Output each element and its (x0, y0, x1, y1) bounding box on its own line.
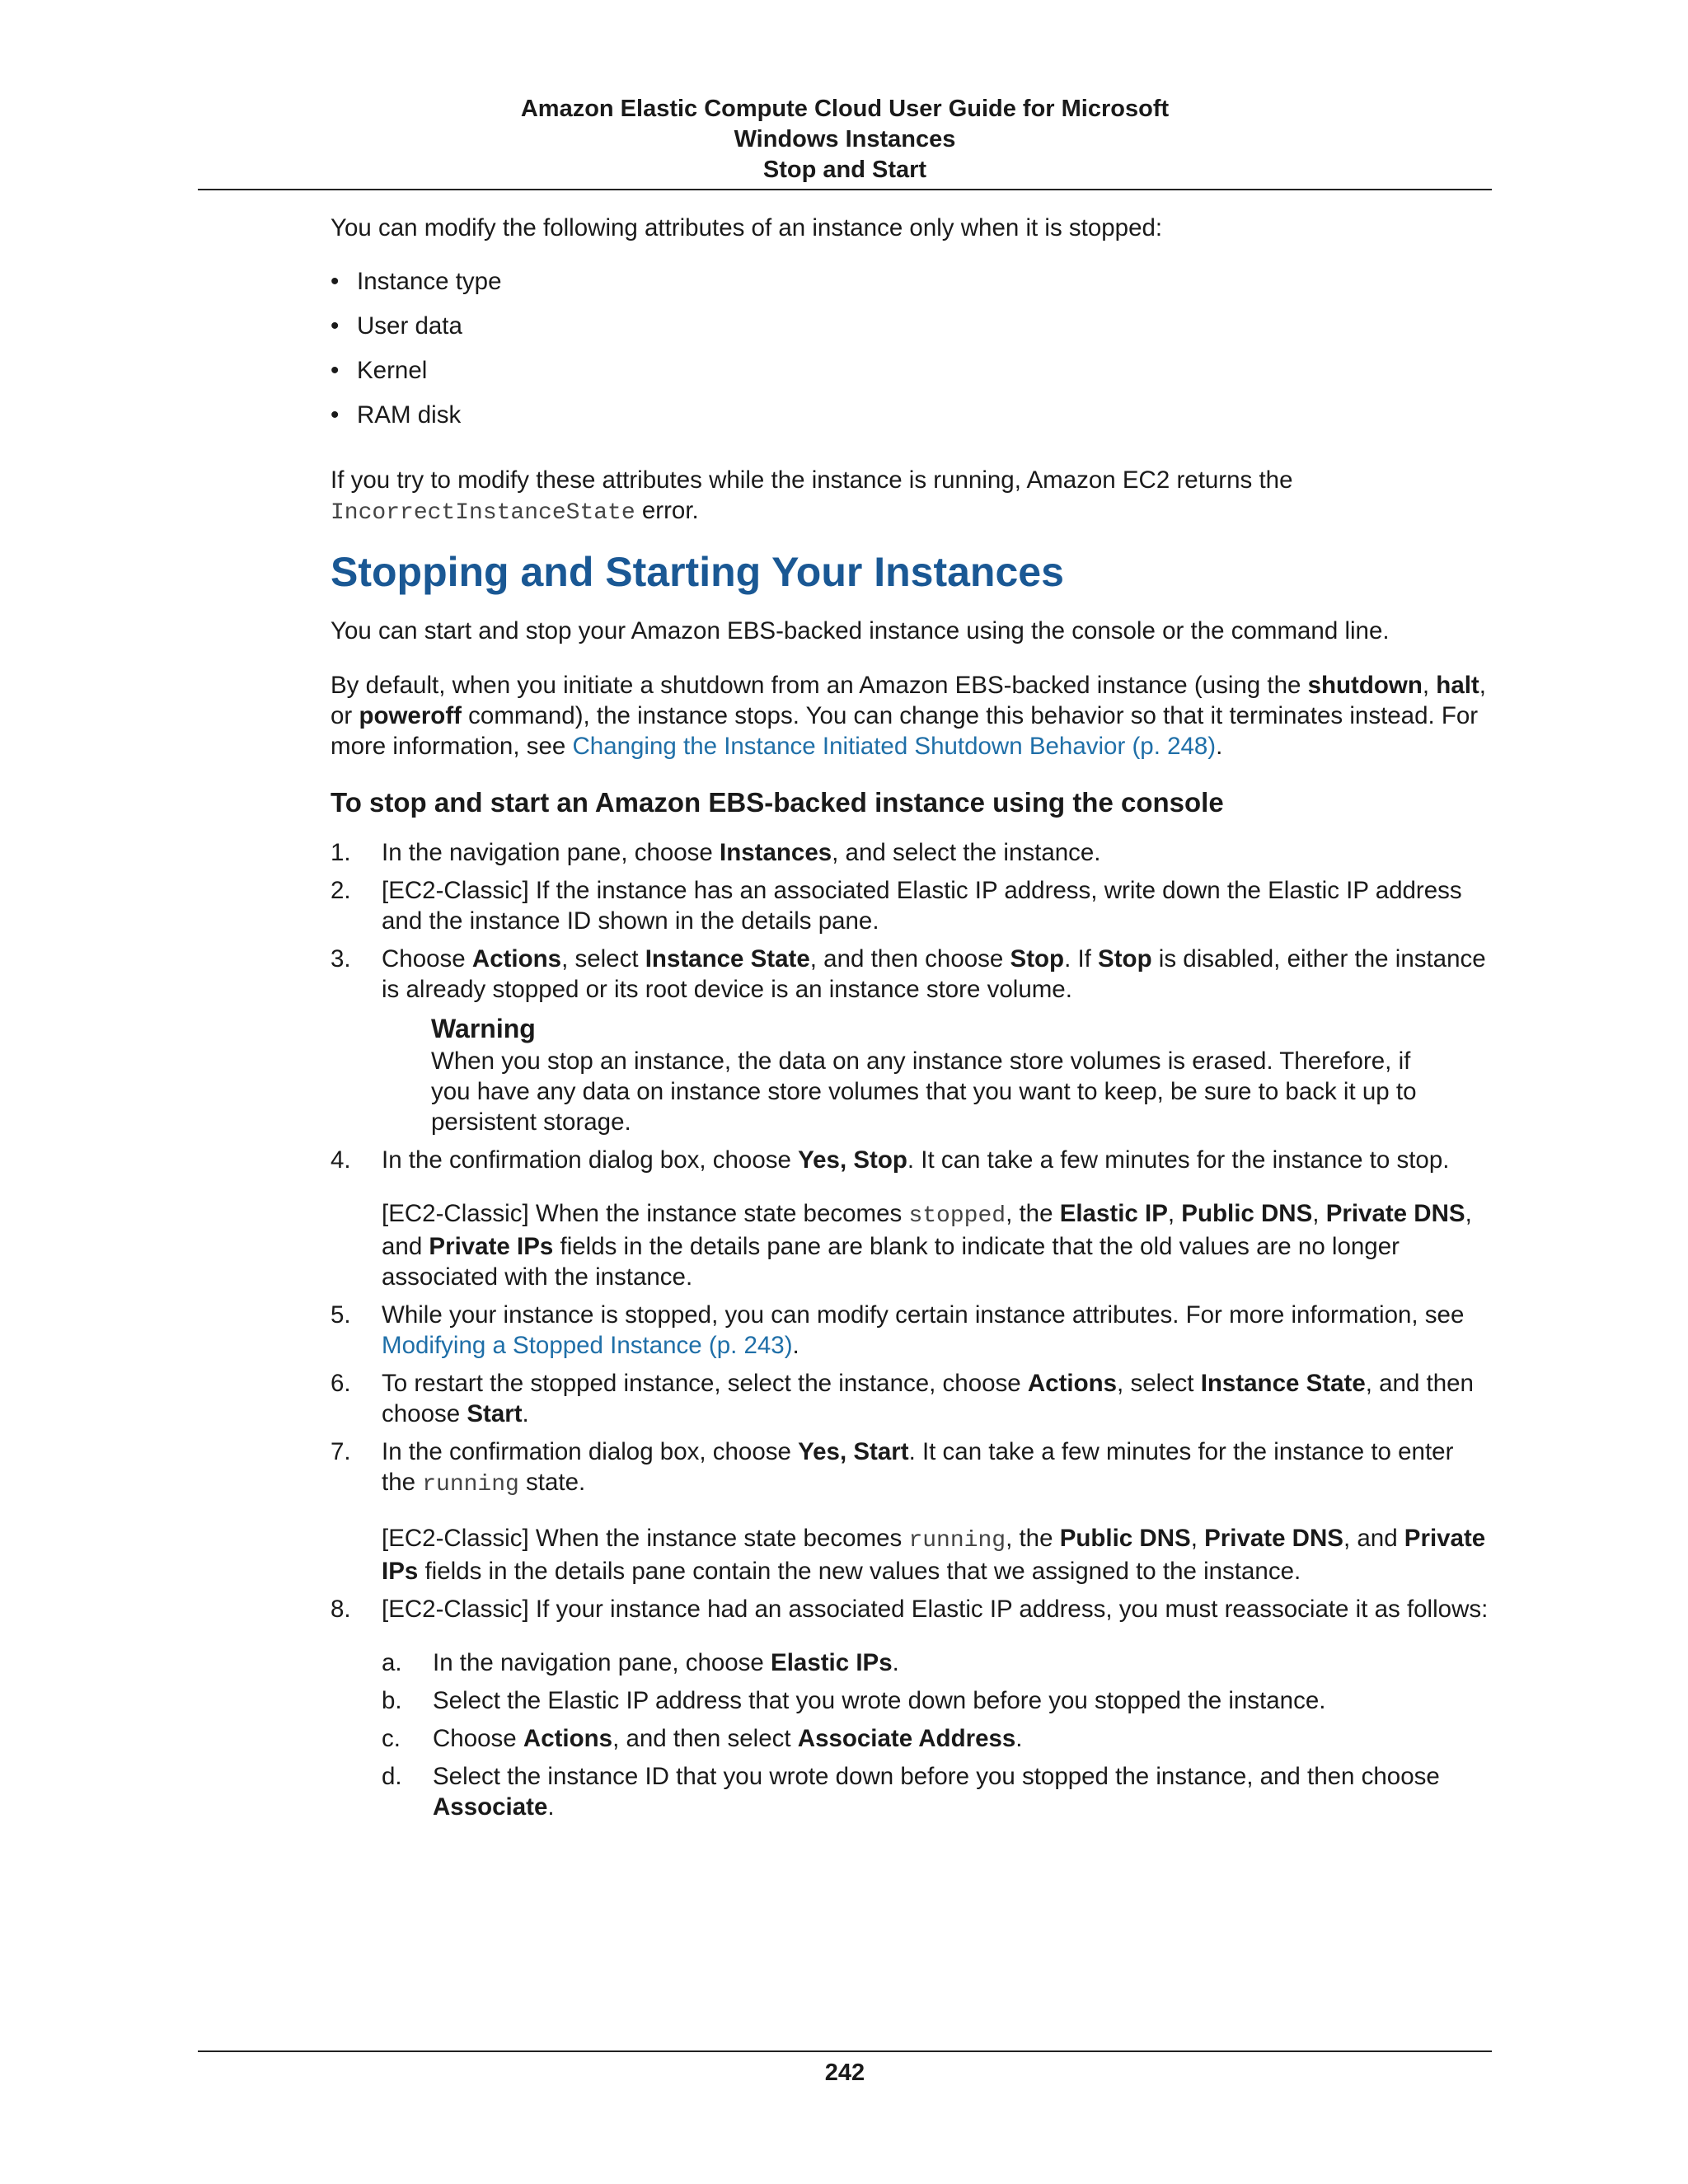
substep-c: c. Choose Actions, and then select Associate Address. (382, 1725, 1023, 1752)
shutdown-behavior-paragraph: By default, when you initiate a shutdown from an Amazon EBS-backed instance (using the shutdown, halt, or poweroff command), the instance stops. You can change this behavior so that it terminates instead. For more information, see Changing the Instance Initiated Shutdown Behavior (p. 248). (331, 672, 1486, 760)
step-2: 2. [EC2-Classic] If the instance has an associated Elastic IP address, write down the Elastic IP address and the instance ID shown in the details pane. (331, 877, 1462, 935)
step-6: 6. To restart the stopped instance, select the instance, choose Actions, select Instance State, and then choose Start. (331, 1370, 1474, 1427)
attribute-list (331, 266, 1493, 430)
bullet-icon: • (331, 268, 340, 295)
bullet-icon: • (331, 312, 340, 340)
stopped-instance-link[interactable]: Modifying a Stopped Instance (p. 243) (382, 1332, 793, 1359)
section-title: Stopping and Starting Your Instances (331, 549, 1064, 595)
step-8: 8. [EC2-Classic] If your instance had an associated Elastic IP address, you must reassociate it as follows: a. In the navigation pane, choose Elastic IPs. b. Select the Elastic IP address that you wrote down before you stopped the instance. c. Choose Actions, and then select Associate Address. d. Select the instance ID that you wrote down before you stopped the instance, and then choose Associate. (331, 1594, 1493, 1822)
page-content (331, 213, 1493, 1830)
header-rule (198, 189, 1492, 190)
substep-b: b. Select the Elastic IP address that you wrote down before you stopped the instance. (382, 1687, 1326, 1714)
header-line-1: Amazon Elastic Compute Cloud User Guide for Microsoft (520, 96, 1170, 122)
console-paragraph: You can start and stop your Amazon EBS-backed instance using the console or the command line. (331, 617, 1390, 644)
warning-text: When you stop an instance, the data on any instance store volumes is erased. Therefore, if you have any data on instance store volumes that you want to keep, be sure to back it up to persistent storage. (431, 1047, 1417, 1136)
step-8-substeps (382, 1647, 1493, 1822)
procedure-title: To stop and start an Amazon EBS-backed instance using the console (331, 787, 1224, 818)
procedure-steps (331, 837, 1493, 1822)
list-item: • Kernel (331, 357, 428, 384)
list-item: • User data (331, 312, 462, 340)
step-7: 7. In the confirmation dialog box, choose Yes, Start. It can take a few minutes for the instance to enter the running state. [EC2-Classic] When the instance state becomes running, the Public DNS, Private DNS, and Private IPs fields in the details pane contain the new values that we assigned to the instance. (331, 1436, 1493, 1586)
step-3: 3. Choose Actions, select Instance State, and then choose Stop. If Stop is disabled, either the instance is already stopped or its root device is an instance store volume. Warning When you stop an instance, the data on any instance store volumes is erased. Therefore, if you have any data on instance store volumes that you want to keep, be sure to back it up to persistent storage. (331, 945, 1486, 1136)
step-4-note: [EC2-Classic] When the instance state becomes stopped, the Elastic IP, Public DNS, Private DNS, and Private IPs fields in the details pane are blank to indicate that the old values are no longer associated with the instance. (382, 1200, 1472, 1291)
step-7-note: [EC2-Classic] When the instance state becomes running, the Public DNS, Private DNS, and Private IPs fields in the details pane contain the new values that we assigned to the instance. (382, 1525, 1486, 1585)
warning-title: Warning (431, 1014, 536, 1043)
list-item: • Instance type (331, 268, 502, 295)
step-5: 5. While your instance is stopped, you can modify certain instance attributes. For more information, see Modifying a Stopped Instance (p. 243). (331, 1301, 1465, 1359)
step-4: 4. In the confirmation dialog box, choose Yes, Stop. It can take a few minutes for the instance to stop. [EC2-Classic] When the instance state becomes stopped, the Elastic IP, Public DNS, Private DNS, and Private IPs fields in the details pane are blank to indicate that the old values are no longer associated with the instance. (331, 1145, 1493, 1292)
intro-paragraph: You can modify the following attributes of an instance only when it is stopped: (331, 214, 1163, 241)
step-1: 1. In the navigation pane, choose Instances, and select the instance. (331, 839, 1101, 866)
substep-d: d. Select the instance ID that you wrote down before you stopped the instance, and then choose Associate. (382, 1763, 1440, 1821)
list-item: • RAM disk (331, 401, 462, 429)
footer-rule (198, 2050, 1492, 2052)
bullet-icon: • (331, 401, 340, 429)
running-error-paragraph: If you try to modify these attributes while the instance is running, Amazon EC2 returns the IncorrectInstanceState error. (331, 466, 1293, 526)
header-line-3: Stop and Start (762, 157, 927, 183)
shutdown-behavior-link[interactable]: Changing the Instance Initiated Shutdown Behavior (p. 248) (572, 733, 1217, 760)
bullet-icon: • (331, 357, 340, 384)
warning-note (431, 1012, 1445, 1137)
running-header (198, 94, 1492, 185)
header-line-2: Windows Instances (734, 126, 956, 152)
page-number: 242 (824, 2060, 865, 2086)
error-code: IncorrectInstanceState (331, 500, 635, 526)
substep-a: a. In the navigation pane, choose Elastic IPs. (382, 1649, 899, 1676)
